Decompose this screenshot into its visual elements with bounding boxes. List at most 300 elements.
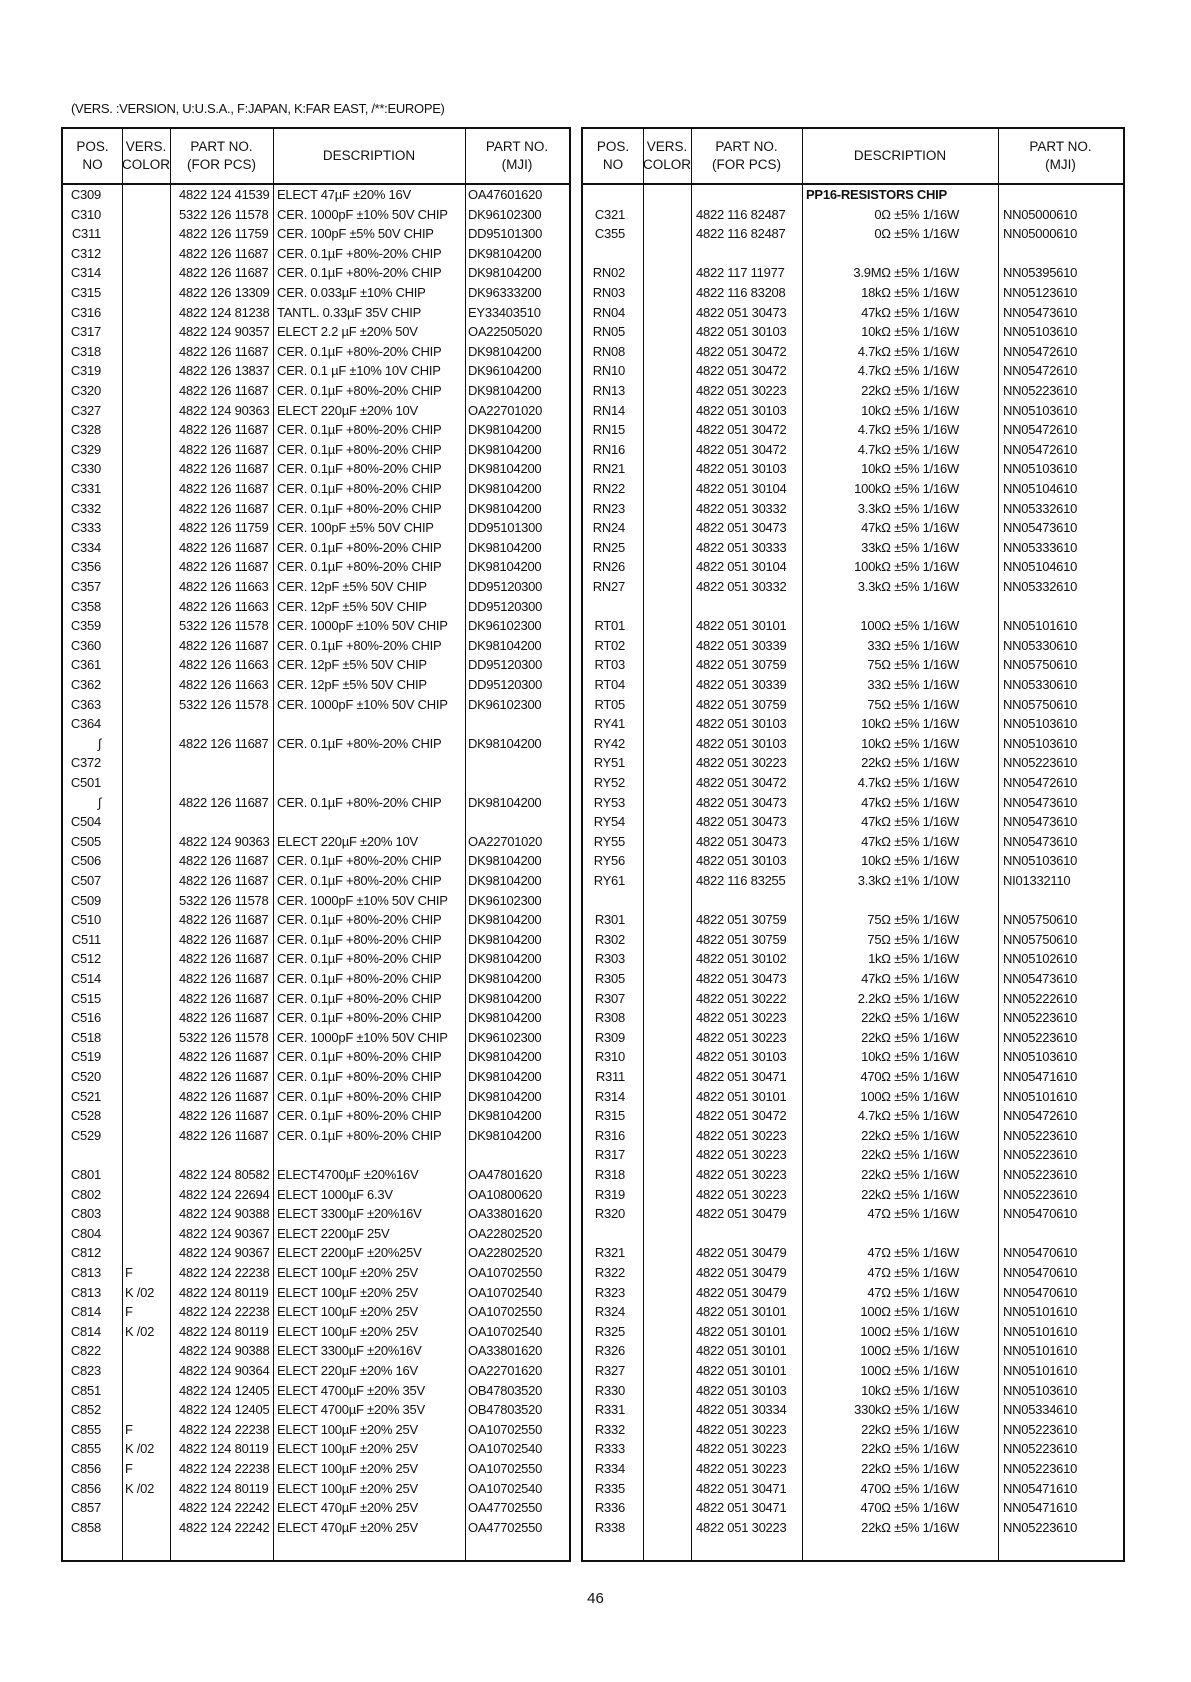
table-row bbox=[63, 518, 569, 538]
cell-desc: 1kΩ ±5% 1/16W bbox=[868, 951, 959, 967]
cell-mji: NN05471610 bbox=[1003, 1480, 1078, 1496]
table-row bbox=[63, 1185, 569, 1205]
table-row bbox=[583, 283, 1123, 303]
table-row bbox=[583, 342, 1123, 362]
cell-part: 4822 126 11687 bbox=[179, 1010, 269, 1026]
cell-desc: ELECT 220µF ±20% 10V bbox=[277, 402, 418, 418]
cell-desc: CER. 12pF ±5% 50V CHIP bbox=[277, 598, 427, 614]
cell-part: 4822 126 11663 bbox=[179, 579, 269, 594]
table-row bbox=[63, 224, 569, 244]
cell-vers: F bbox=[125, 1461, 133, 1476]
cell-desc: CER. 0.1µF +80%-20% CHIP bbox=[277, 245, 442, 261]
table-row bbox=[63, 1322, 569, 1342]
table-header bbox=[63, 129, 569, 185]
cell-vers: K /02 bbox=[125, 1441, 155, 1457]
table-row bbox=[583, 1263, 1123, 1283]
cell-pos: C329 bbox=[70, 441, 101, 457]
cell-desc: ELECT 100µF ±20% 25V bbox=[277, 1461, 418, 1476]
cell-desc: ELECT 100µF ±20% 25V bbox=[277, 1441, 418, 1457]
cell-part: 4822 051 30103 bbox=[696, 716, 787, 732]
table-row bbox=[63, 675, 569, 695]
cell-pos: C363 bbox=[70, 696, 101, 712]
cell-desc: CER. 0.1µF +80%-20% CHIP bbox=[277, 637, 442, 653]
table-row bbox=[63, 812, 569, 832]
table-row bbox=[583, 538, 1123, 558]
cell-mji: NN05223610 bbox=[1003, 1029, 1078, 1045]
cell-desc: 100Ω ±5% 1/16W bbox=[860, 618, 959, 634]
cell-pos: C501 bbox=[70, 775, 101, 790]
cell-pos: C804 bbox=[70, 1225, 101, 1241]
cell-pos: C315 bbox=[70, 285, 101, 300]
cell-part: 4822 051 30102 bbox=[696, 951, 787, 967]
cell-mji: NN05223610 bbox=[1003, 1147, 1078, 1163]
cell-part: 4822 126 11687 bbox=[179, 853, 269, 869]
table-row bbox=[63, 1126, 569, 1146]
cell-part: 5322 126 11578 bbox=[179, 892, 269, 908]
header-text: PART NO. bbox=[190, 139, 253, 154]
cell-pos: C801 bbox=[70, 1167, 101, 1182]
cell-part: 4822 126 11663 bbox=[179, 677, 269, 692]
cell-desc: CER. 0.1µF +80%-20% CHIP bbox=[277, 500, 442, 516]
cell-part: 4822 051 30223 bbox=[696, 1127, 787, 1143]
cell-desc: 22kΩ ±5% 1/16W bbox=[861, 1010, 959, 1026]
cell-mji: NN05473610 bbox=[1003, 971, 1078, 986]
cell-desc: ELECT 4700µF ±20% 35V bbox=[277, 1402, 425, 1418]
cell-part: 4822 051 30479 bbox=[696, 1245, 787, 1261]
cell-pos: C512 bbox=[70, 951, 101, 967]
cell-mji: DK96102300 bbox=[468, 696, 542, 712]
cell-pos: RN22 bbox=[592, 481, 625, 496]
cell-mji: DK98104200 bbox=[468, 461, 542, 477]
cell-pos: C320 bbox=[70, 383, 101, 398]
cell-pos: C505 bbox=[70, 833, 101, 849]
cell-part: 4822 124 90367 bbox=[179, 1225, 270, 1241]
cell-desc: CER. 0.1µF +80%-20% CHIP bbox=[277, 343, 442, 359]
cell-pos: C356 bbox=[70, 559, 101, 575]
cell-pos: RN23 bbox=[592, 500, 625, 516]
cell-part: 4822 051 30332 bbox=[696, 579, 787, 594]
cell-mji: NN05472610 bbox=[1003, 441, 1078, 457]
cell-mji: NN05222610 bbox=[1003, 990, 1078, 1006]
table-row bbox=[583, 459, 1123, 479]
table-row bbox=[583, 930, 1123, 950]
table-row bbox=[583, 1479, 1123, 1499]
cell-part: 4822 051 30223 bbox=[696, 1186, 787, 1202]
table-row bbox=[63, 1439, 569, 1459]
cell-part: 4822 117 11977 bbox=[696, 265, 785, 281]
cell-desc: CER. 12pF ±5% 50V CHIP bbox=[277, 579, 427, 594]
cell-part: 4822 051 30222 bbox=[696, 990, 787, 1006]
cell-mji: NN05123610 bbox=[1003, 285, 1078, 300]
cell-part: 5322 126 11578 bbox=[179, 618, 269, 634]
cell-mji: DK98104200 bbox=[468, 481, 542, 496]
cell-mji: OA22701620 bbox=[468, 1363, 543, 1378]
cell-part: 4822 124 90363 bbox=[179, 833, 270, 849]
cell-pos: C364 bbox=[70, 716, 101, 732]
table-row bbox=[583, 479, 1123, 499]
table-row bbox=[583, 1518, 1123, 1538]
header-part-mji bbox=[465, 129, 569, 183]
cell-desc: 330kΩ ±5% 1/16W bbox=[854, 1402, 959, 1418]
table-row bbox=[583, 891, 1123, 911]
cell-part: 4822 124 81238 bbox=[179, 304, 270, 320]
cell-pos: RN13 bbox=[592, 383, 625, 398]
cell-mji: DK98104200 bbox=[468, 539, 542, 555]
cell-desc: ELECT 3300µF ±20%16V bbox=[277, 1206, 422, 1222]
cell-mji: DK98104200 bbox=[468, 735, 542, 751]
cell-mji: NN05223610 bbox=[1003, 1519, 1078, 1535]
cell-desc: TANTL. 0.33µF 35V CHIP bbox=[277, 304, 422, 320]
cell-desc: CER. 0.033µF ±10% CHIP bbox=[277, 285, 426, 300]
cell-desc: CER. 0.1µF +80%-20% CHIP bbox=[277, 794, 442, 810]
cell-desc: 100kΩ ±5% 1/16W bbox=[854, 481, 959, 496]
header-part-pcs bbox=[691, 129, 802, 183]
cell-mji: NN05101610 bbox=[1003, 1343, 1078, 1359]
cell-pos: C803 bbox=[70, 1206, 101, 1222]
cell-desc: CER. 0.1µF +80%-20% CHIP bbox=[277, 1049, 442, 1065]
table-row bbox=[583, 361, 1123, 381]
table-row bbox=[63, 1479, 569, 1499]
cell-mji: NN05472610 bbox=[1003, 775, 1078, 790]
table-row bbox=[63, 1047, 569, 1067]
cell-part: 4822 126 11687 bbox=[179, 873, 269, 888]
cell-desc: 47kΩ ±5% 1/16W bbox=[861, 304, 959, 320]
cell-desc: CER. 100pF ±5% 50V CHIP bbox=[277, 520, 434, 536]
cell-part: 4822 051 30101 bbox=[696, 1343, 787, 1359]
cell-pos: C515 bbox=[70, 990, 101, 1006]
parts-table-right bbox=[581, 127, 1125, 1562]
cell-pos: C822 bbox=[70, 1343, 101, 1359]
cell-pos: RT02 bbox=[594, 637, 625, 653]
cell-pos: R317 bbox=[594, 1147, 625, 1163]
cell-pos: R311 bbox=[595, 1069, 625, 1084]
cell-desc: ELECT4700µF ±20%16V bbox=[277, 1167, 419, 1182]
cell-part: 4822 051 30332 bbox=[696, 500, 787, 516]
table-row bbox=[63, 832, 569, 852]
cell-desc: CER. 1000pF ±10% 50V CHIP bbox=[277, 892, 448, 908]
table-row bbox=[63, 1224, 569, 1244]
cell-mji: DK96102300 bbox=[468, 892, 542, 908]
table-row bbox=[583, 695, 1123, 715]
cell-pos: C319 bbox=[70, 363, 101, 379]
cell-desc: 22kΩ ±5% 1/16W bbox=[861, 1519, 959, 1535]
cell-mji: NN05470610 bbox=[1003, 1265, 1078, 1280]
table-row bbox=[63, 479, 569, 499]
cell-pos: RN21 bbox=[592, 461, 625, 477]
cell-pos: C520 bbox=[70, 1069, 101, 1084]
cell-part: 4822 051 30471 bbox=[696, 1500, 787, 1516]
cell-desc: CER. 100pF ±5% 50V CHIP bbox=[277, 226, 434, 242]
cell-mji: NN05104610 bbox=[1003, 559, 1078, 575]
cell-pos: C856 bbox=[70, 1480, 101, 1496]
cell-desc: 4.7kΩ ±5% 1/16W bbox=[857, 441, 959, 457]
cell-pos: C813 bbox=[70, 1265, 101, 1280]
table-row bbox=[583, 871, 1123, 891]
cell-pos: RN16 bbox=[592, 441, 625, 457]
table-row bbox=[63, 1067, 569, 1087]
header-description bbox=[273, 129, 465, 183]
cell-desc: 47Ω ±5% 1/16W bbox=[867, 1245, 959, 1261]
cell-desc: CER. 0.1 µF ±10% 10V CHIP bbox=[277, 363, 441, 379]
table-row bbox=[63, 381, 569, 401]
cell-mji: OA22701020 bbox=[468, 402, 543, 418]
table-row bbox=[583, 773, 1123, 793]
table-row bbox=[583, 1439, 1123, 1459]
header-description bbox=[802, 129, 998, 183]
cell-desc: 100Ω ±5% 1/16W bbox=[860, 1088, 959, 1104]
cell-part: 4822 124 22238 bbox=[179, 1265, 270, 1280]
cell-desc: CER. 1000pF ±10% 50V CHIP bbox=[277, 1029, 448, 1045]
cell-pos: C318 bbox=[70, 343, 101, 359]
cell-mji: NN05472610 bbox=[1003, 422, 1078, 438]
cell-pos: R324 bbox=[594, 1304, 625, 1320]
cell-mji: DD95120300 bbox=[468, 579, 543, 594]
cell-mji: NN05223610 bbox=[1003, 1441, 1078, 1457]
cell-desc: 75Ω ±5% 1/16W bbox=[867, 657, 959, 673]
cell-mji: OA47702550 bbox=[468, 1519, 543, 1535]
cell-mji: NN05223610 bbox=[1003, 755, 1078, 771]
table-row bbox=[63, 440, 569, 460]
table-row bbox=[583, 1341, 1123, 1361]
cell-part: 4822 051 30473 bbox=[696, 971, 787, 986]
cell-mji: NN05103610 bbox=[1003, 324, 1078, 340]
table-row bbox=[63, 244, 569, 264]
cell-mji: OA10800620 bbox=[468, 1186, 543, 1202]
cell-part: 4822 051 30473 bbox=[696, 814, 787, 830]
header-text: VERS. bbox=[125, 139, 167, 154]
cell-mji: NN05472610 bbox=[1003, 363, 1078, 379]
cell-mji: DK96102300 bbox=[468, 618, 542, 634]
cell-part: 4822 051 30104 bbox=[696, 559, 787, 575]
cell-mji: NN05470610 bbox=[1003, 1206, 1078, 1222]
cell-part: 4822 124 22238 bbox=[179, 1461, 270, 1476]
cell-part: 4822 126 11663 bbox=[179, 598, 269, 614]
cell-mji: DK98104200 bbox=[468, 912, 542, 928]
table-row bbox=[63, 459, 569, 479]
cell-mji: NN05472610 bbox=[1003, 343, 1078, 359]
cell-mji: EY33403510 bbox=[468, 304, 541, 320]
cell-desc: 0Ω ±5% 1/16W bbox=[874, 206, 959, 222]
cell-pos: RN02 bbox=[592, 265, 625, 281]
cell-part: 4822 126 11687 bbox=[179, 951, 269, 967]
table-row bbox=[583, 655, 1123, 675]
cell-part: 4822 126 11687 bbox=[179, 245, 269, 261]
cell-part: 4822 051 30103 bbox=[696, 461, 787, 477]
table-row bbox=[583, 616, 1123, 636]
cell-mji: OA10702550 bbox=[468, 1304, 543, 1320]
cell-mji: DK98104200 bbox=[468, 971, 542, 986]
cell-pos: RT03 bbox=[594, 657, 625, 673]
cell-part: 4822 126 11687 bbox=[179, 1049, 269, 1065]
cell-desc: 3.9MΩ ±5% 1/16W bbox=[853, 265, 959, 281]
header-text: COLOR bbox=[122, 157, 171, 172]
cell-pos: RY52 bbox=[593, 775, 625, 790]
cell-desc: 33Ω ±5% 1/16W bbox=[867, 677, 959, 692]
header-text: POS. bbox=[76, 139, 109, 154]
table-row bbox=[583, 518, 1123, 538]
cell-mji: NN05103610 bbox=[1003, 1382, 1078, 1398]
cell-desc: CER. 0.1µF +80%-20% CHIP bbox=[277, 971, 442, 986]
table-body bbox=[63, 185, 569, 1560]
cell-mji: DK98104200 bbox=[468, 383, 542, 398]
cell-desc: CER. 0.1µF +80%-20% CHIP bbox=[277, 735, 442, 751]
cell-desc: 0Ω ±5% 1/16W bbox=[874, 226, 959, 242]
cell-part: 4822 051 30479 bbox=[696, 1206, 787, 1222]
cell-pos: R315 bbox=[594, 1108, 625, 1124]
cell-part: 4822 051 30472 bbox=[696, 441, 787, 457]
cell-desc: 100Ω ±5% 1/16W bbox=[860, 1363, 959, 1378]
cell-part: 4822 051 30339 bbox=[696, 677, 787, 692]
table-row bbox=[583, 185, 1123, 205]
cell-mji: DD95101300 bbox=[468, 226, 543, 242]
cell-desc: CER. 0.1µF +80%-20% CHIP bbox=[277, 1010, 442, 1026]
cell-part: 4822 124 90364 bbox=[179, 1363, 270, 1378]
cell-pos: C332 bbox=[70, 500, 101, 516]
cell-mji: NN05330610 bbox=[1003, 677, 1078, 692]
cell-mji: OA33801620 bbox=[468, 1343, 543, 1359]
cell-mji: DK98104200 bbox=[468, 1127, 542, 1143]
cell-pos: RY56 bbox=[593, 853, 625, 869]
cell-part: 4822 051 30471 bbox=[696, 1480, 787, 1496]
cell-pos: C506 bbox=[70, 853, 101, 869]
cell-pos: R331 bbox=[594, 1402, 625, 1418]
cell-mji: OA47702550 bbox=[468, 1500, 543, 1516]
cell-pos: C357 bbox=[70, 579, 101, 594]
cell-part: 5322 126 11578 bbox=[179, 206, 269, 222]
cell-mji: NN05471610 bbox=[1003, 1069, 1078, 1084]
cell-pos: C814 bbox=[70, 1323, 101, 1339]
cell-pos: C855 bbox=[70, 1421, 101, 1437]
table-row bbox=[63, 871, 569, 891]
cell-part: 4822 051 30472 bbox=[696, 343, 787, 359]
cell-mji: DK98104200 bbox=[468, 1049, 542, 1065]
cell-part: 4822 126 11687 bbox=[179, 265, 269, 281]
cell-desc: 18kΩ ±5% 1/16W bbox=[861, 285, 959, 300]
table-row bbox=[63, 283, 569, 303]
cell-pos: C358 bbox=[70, 598, 101, 614]
cell-part: 4822 051 30471 bbox=[696, 1069, 787, 1084]
cell-part: 4822 126 13837 bbox=[179, 363, 270, 379]
table-row bbox=[63, 420, 569, 440]
table-row bbox=[583, 851, 1123, 871]
cell-part: 4822 051 30473 bbox=[696, 833, 787, 849]
cell-part: 4822 126 11687 bbox=[179, 971, 269, 986]
cell-desc: 22kΩ ±5% 1/16W bbox=[861, 1167, 959, 1182]
cell-desc: ELECT 100µF ±20% 25V bbox=[277, 1480, 418, 1496]
cell-desc: ELECT 220µF ±20% 16V bbox=[277, 1363, 418, 1378]
cell-part: 4822 051 30472 bbox=[696, 775, 787, 790]
cell-pos: RY55 bbox=[593, 833, 625, 849]
cell-part: 4822 126 11687 bbox=[179, 422, 269, 438]
cell-pos: C856 bbox=[70, 1461, 101, 1476]
header-text: (MJI) bbox=[501, 157, 533, 172]
cell-part: 4822 126 11687 bbox=[179, 500, 269, 516]
cell-pos: C529 bbox=[70, 1127, 101, 1143]
header-text: (FOR PCS) bbox=[187, 157, 256, 172]
cell-desc: 100kΩ ±5% 1/16W bbox=[854, 559, 959, 575]
cell-part: 4822 126 11687 bbox=[179, 735, 269, 751]
cell-part: 4822 126 11687 bbox=[179, 990, 269, 1006]
cell-part: 4822 051 30223 bbox=[696, 755, 787, 771]
cell-part: 4822 126 11687 bbox=[179, 1108, 269, 1124]
cell-desc: CER. 0.1µF +80%-20% CHIP bbox=[277, 383, 442, 398]
cell-part: 4822 116 82487 bbox=[696, 226, 786, 242]
cell-pos: R302 bbox=[594, 931, 625, 947]
table-row bbox=[63, 361, 569, 381]
cell-part: 4822 051 30101 bbox=[696, 618, 787, 634]
cell-part: 4822 124 80119 bbox=[179, 1441, 269, 1457]
cell-pos: R319 bbox=[594, 1186, 625, 1202]
table-row bbox=[583, 1400, 1123, 1420]
cell-part: 4822 124 80119 bbox=[179, 1480, 269, 1496]
table-row bbox=[583, 1145, 1123, 1165]
table-row bbox=[63, 695, 569, 715]
cell-mji: DK98104200 bbox=[468, 951, 542, 967]
table-row bbox=[63, 1087, 569, 1107]
cell-desc: CER. 0.1µF +80%-20% CHIP bbox=[277, 481, 442, 496]
cell-desc: CER. 0.1µF +80%-20% CHIP bbox=[277, 559, 442, 575]
cell-part: 4822 051 30223 bbox=[696, 1441, 787, 1457]
cell-part: 4822 051 30103 bbox=[696, 853, 787, 869]
cell-mji: NN05223610 bbox=[1003, 1010, 1078, 1026]
cell-desc: 75Ω ±5% 1/16W bbox=[867, 912, 959, 928]
table-row bbox=[63, 734, 569, 754]
cell-mji: NN05472610 bbox=[1003, 1108, 1078, 1124]
header-vers bbox=[643, 129, 691, 183]
cell-part: 4822 126 11687 bbox=[179, 1069, 269, 1084]
cell-part: 4822 124 22242 bbox=[179, 1519, 270, 1535]
cell-mji: DK98104200 bbox=[468, 1069, 542, 1084]
cell-desc: CER. 0.1µF +80%-20% CHIP bbox=[277, 1108, 442, 1124]
cell-desc: ELECT 2200µF ±20%25V bbox=[277, 1245, 422, 1261]
cell-mji: NN05473610 bbox=[1003, 304, 1078, 320]
cell-pos: RN26 bbox=[592, 559, 625, 575]
cell-part: 4822 126 11687 bbox=[179, 637, 269, 653]
cell-mji: OB47803520 bbox=[468, 1382, 543, 1398]
cell-mji: NN05330610 bbox=[1003, 637, 1078, 653]
cell-mji: DD95120300 bbox=[468, 677, 543, 692]
cell-part: 4822 126 11687 bbox=[179, 931, 269, 947]
cell-pos: C823 bbox=[70, 1363, 101, 1378]
table-row bbox=[63, 401, 569, 421]
table-row bbox=[63, 1243, 569, 1263]
table-row bbox=[583, 1420, 1123, 1440]
cell-desc: 33Ω ±5% 1/16W bbox=[867, 637, 959, 653]
table-row bbox=[583, 1243, 1123, 1263]
table-row bbox=[583, 1204, 1123, 1224]
cell-mji: OA22701020 bbox=[468, 833, 543, 849]
cell-desc: 10kΩ ±5% 1/16W bbox=[861, 461, 959, 477]
table-row bbox=[583, 910, 1123, 930]
table-row bbox=[63, 930, 569, 950]
table-row bbox=[63, 263, 569, 283]
cell-desc: 47Ω ±5% 1/16W bbox=[867, 1265, 959, 1280]
cell-part: 4822 051 30104 bbox=[696, 481, 787, 496]
cell-mji: NN05101610 bbox=[1003, 1088, 1078, 1104]
cell-part: 4822 126 13309 bbox=[179, 285, 270, 300]
cell-mji: DK98104200 bbox=[468, 990, 542, 1006]
cell-pos: R301 bbox=[594, 912, 625, 928]
cell-mji: NN05103610 bbox=[1003, 853, 1078, 869]
cell-desc: CER. 0.1µF +80%-20% CHIP bbox=[277, 853, 442, 869]
cell-part: 4822 126 11687 bbox=[179, 559, 269, 575]
cell-part: 4822 126 11687 bbox=[179, 481, 269, 496]
header-text: POS. bbox=[596, 139, 630, 154]
table-row bbox=[63, 753, 569, 773]
cell-pos: C855 bbox=[70, 1441, 101, 1457]
cell-part: 4822 051 30479 bbox=[696, 1265, 787, 1280]
cell-part: 4822 124 80119 bbox=[179, 1284, 269, 1300]
